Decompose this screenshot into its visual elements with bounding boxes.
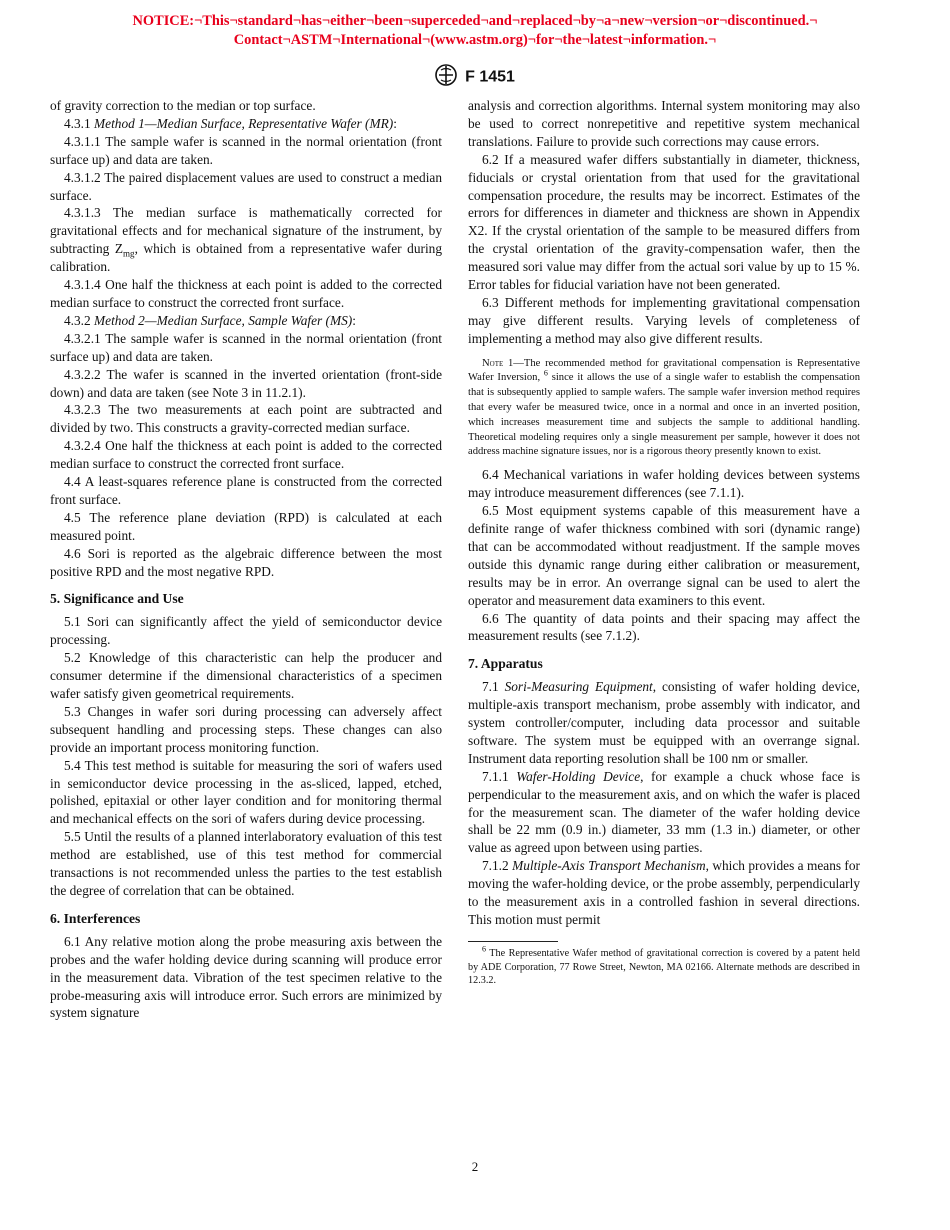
paragraph-4-3-1 [50, 115, 442, 133]
subscript: mg [123, 248, 135, 259]
right-column [468, 97, 860, 988]
paragraph-7-1-2 [468, 857, 860, 929]
section-heading-7: 7. Apparatus [468, 656, 543, 672]
note-text: —The recommended method for gravitational compensation is Representative Wafer Inversion, [468, 357, 860, 384]
astm-logo-icon [435, 63, 457, 92]
paragraph-text: , for example a chuck whose face is perpendicular to the measurement axis, and on which the wafer is placed for the measurement scan. The diameter of the wafer holding device shall be 22 mm (0.9 in.) diameter, 33 mm (1.3 in.) diameter, or other value as agreed upon between using parties. [468, 768, 861, 856]
document-designation: F 1451 [465, 68, 515, 86]
footnote-divider [468, 941, 558, 942]
section-title: Multiple-Axis Transport Mechanism [512, 858, 706, 874]
paragraph-7-1-1 [468, 768, 860, 858]
note-text: since it allows the use of a single wafer to establish the compensation that is subsequently applied to sample wafers. The sample wafer inversion method requires that every wafer be measured twice, once in a normal and once in an inverted position, which increases measurement time and subjects the sample to additional handling. Theoretical modeling requires only a single measurement per sample, however it does not address machine signature issues, nor is a rigorous theory presently known to exist. [468, 372, 860, 458]
paragraph: 6.2 If a measured wafer differs substantially in diameter, thickness, fiducials or crystal orientation from that used for the gravitational compensation procedure, the results may be incorrect. Estimates of the errors for differences in diameter and thickness are shown in Appendix X2. If the crystal orientation of the sample to be measured differs from the crystal orientation of the gravity-compensation wafer, then the measured sori value may differ from the actual sori value by up to 15 %. Error tables for fiducial variation have not been generated. [468, 151, 860, 293]
note-label: Note 1 [482, 357, 514, 369]
footnote-marker: 6 [482, 944, 486, 954]
section-number: 4.3.1 [64, 115, 91, 131]
section-title: Method 1—Median Surface, Representative Wafer (MR) [94, 115, 394, 131]
paragraph: 5.3 Changes in wafer sori during processing can adversely affect subsequent handling and processing steps. These changes can also provide an important process monitoring function. [50, 703, 442, 755]
paragraph: analysis and correction algorithms. Internal system monitoring may also be used to correct nonrepetitive and repetitive system mechanical translations. Failure to provide such corrections may cause errors. [468, 98, 860, 149]
paragraph: 5.4 This test method is suitable for measuring the sori of wafers used in semiconductor device processing in the as-sliced, lapped, etched, polished, epitaxial or other layer condition and for monitoring thermal and mechanical effects on the sori of wafers during device processing. [50, 757, 442, 827]
paragraph: 5.5 Until the results of a planned interlaboratory evaluation of this test method are established, use of this test method for commercial transactions is not recommended unless the parties to the test establish the degree of correlation that can be obtained. [50, 829, 442, 898]
paragraph: 4.3.1.2 The paired displacement values are used to construct a median surface. [50, 169, 442, 203]
notice-banner [0, 12, 950, 50]
paragraph: 4.3.2.2 The wafer is scanned in the inverted orientation (front-side down) and data are taken (see Note 3 in 11.2.1). [50, 366, 442, 400]
paragraph: 4.3.2.4 One half the thickness at each point is added to the corrected median surface to construct the corrected front surface. [50, 438, 442, 472]
paragraph-text: , which provides a means for moving the wafer-holding device, or the probe assembly, perpendicularly to the measurement axis in a controlled fashion in several directions. This motion must permit [468, 858, 860, 928]
paragraph-text: , which is obtained from a representative wafer during calibration. [50, 241, 442, 275]
paragraph: 4.5 The reference plane deviation (RPD) is calculated at each measured point. [50, 509, 442, 543]
section-number: 7.1.1 [482, 768, 509, 784]
footnote-ref: 6 [543, 368, 548, 378]
left-column [50, 97, 442, 1022]
section-number: 7.1 [482, 679, 499, 695]
paragraph: 6.5 Most equipment systems capable of this measurement have a definite range of wafer thickness combined with sori (dynamic range) that can be accommodated without readjustment. If the sample moves outside this dynamic range during either calibration or measurement, results may be in error. An overrange signal can be used to alert the operator and measurement data examiners to this event. [468, 503, 860, 608]
notice-line-1: NOTICE:¬This¬standard¬has¬either¬been¬superceded¬and¬replaced¬by¬a¬new¬version¬or¬discontinued.¬ [132, 13, 818, 29]
paragraph: 4.4 A least-squares reference plane is constructed from the corrected front surface. [50, 474, 442, 507]
section-title: Sori-Measuring Equipment [504, 679, 653, 695]
paragraph-4-3-1-3 [50, 204, 442, 276]
section-heading-5: 5. Significance and Use [50, 591, 184, 607]
section-title: Method 2—Median Surface, Sample Wafer (MS) [94, 312, 353, 328]
paragraph: 5.1 Sori can significantly affect the yield of semiconductor device processing. [50, 614, 442, 648]
paragraph: 5.2 Knowledge of this characteristic can help the producer and consumer determine if the dimensional characteristics of a specimen wafer satisfy given geometrical requirements. [50, 650, 442, 701]
page-number: 2 [471, 1159, 479, 1174]
paragraph-7-1 [468, 678, 860, 768]
section-number: 7.1.2 [482, 858, 509, 874]
footnote-6 [468, 944, 860, 988]
paragraph-4-3-2 [50, 312, 442, 330]
page-header [0, 63, 950, 92]
paragraph: 6.3 Different methods for implementing gravitational compensation may give different results. Varying levels of completeness of implementing a method may also give different results. [468, 294, 860, 346]
section-title-tail: : [352, 312, 356, 328]
paragraph: 6.6 The quantity of data points and their spacing may affect the measurement results (see 7.1.2). [468, 610, 860, 644]
note-1 [468, 357, 860, 461]
paragraph: of gravity correction to the median or top surface. [50, 98, 316, 113]
footnote-text: The Representative Wafer method of gravitational correction is covered by a patent held by ADE Corporation, 77 Rowe Street, Newton, MA 02166. Alternate methods are described in 12.3.2. [468, 947, 860, 987]
paragraph-text: 4.3.1.3 The median surface is mathematically corrected for gravitational effects and for mechanical signature of the instrument, by subtracting Z [50, 205, 442, 257]
paragraph: 4.3.1.1 The sample wafer is scanned in the normal orientation (front surface up) and data are taken. [50, 133, 442, 167]
section-title-tail: : [393, 115, 397, 131]
paragraph: 4.3.2.3 The two measurements at each point are subtracted and divided by two. This constructs a gravity-corrected median surface. [50, 402, 442, 436]
section-title: Wafer-Holding Device [516, 768, 641, 784]
paragraph: 6.4 Mechanical variations in wafer holding devices between systems may introduce measurement differences (see 7.1.1). [468, 467, 860, 501]
paragraph: 4.3.2.1 The sample wafer is scanned in the normal orientation (front surface up) and data are taken. [50, 330, 442, 364]
section-heading-6: 6. Interferences [50, 910, 141, 926]
paragraph: 6.1 Any relative motion along the probe measuring axis between the probes and the wafer holding device during scanning will produce error in the measurement data. Vibration of the test specimen relative to the probe-measuring axis will introduce error. Such errors are minimized by system signature [50, 933, 442, 1021]
paragraph: 4.6 Sori is reported as the algebraic difference between the most positive RPD and the most negative RPD. [50, 545, 442, 579]
paragraph-text: , consisting of wafer holding device, multiple-axis transport mechanism, probe assembly with indicator, and system controller/computer, including data processor and suitable software. The system must be equipped with an overrange signal. Instrument data reporting resolution shall be 100 nm or smaller. [468, 679, 861, 766]
notice-line-2: Contact¬ASTM¬International¬(www.astm.org)¬for¬the¬latest¬information.¬ [233, 32, 717, 48]
paragraph: 4.3.1.4 One half the thickness at each point is added to the corrected median surface to construct the corrected front surface. [50, 277, 442, 310]
section-number: 4.3.2 [64, 312, 91, 328]
